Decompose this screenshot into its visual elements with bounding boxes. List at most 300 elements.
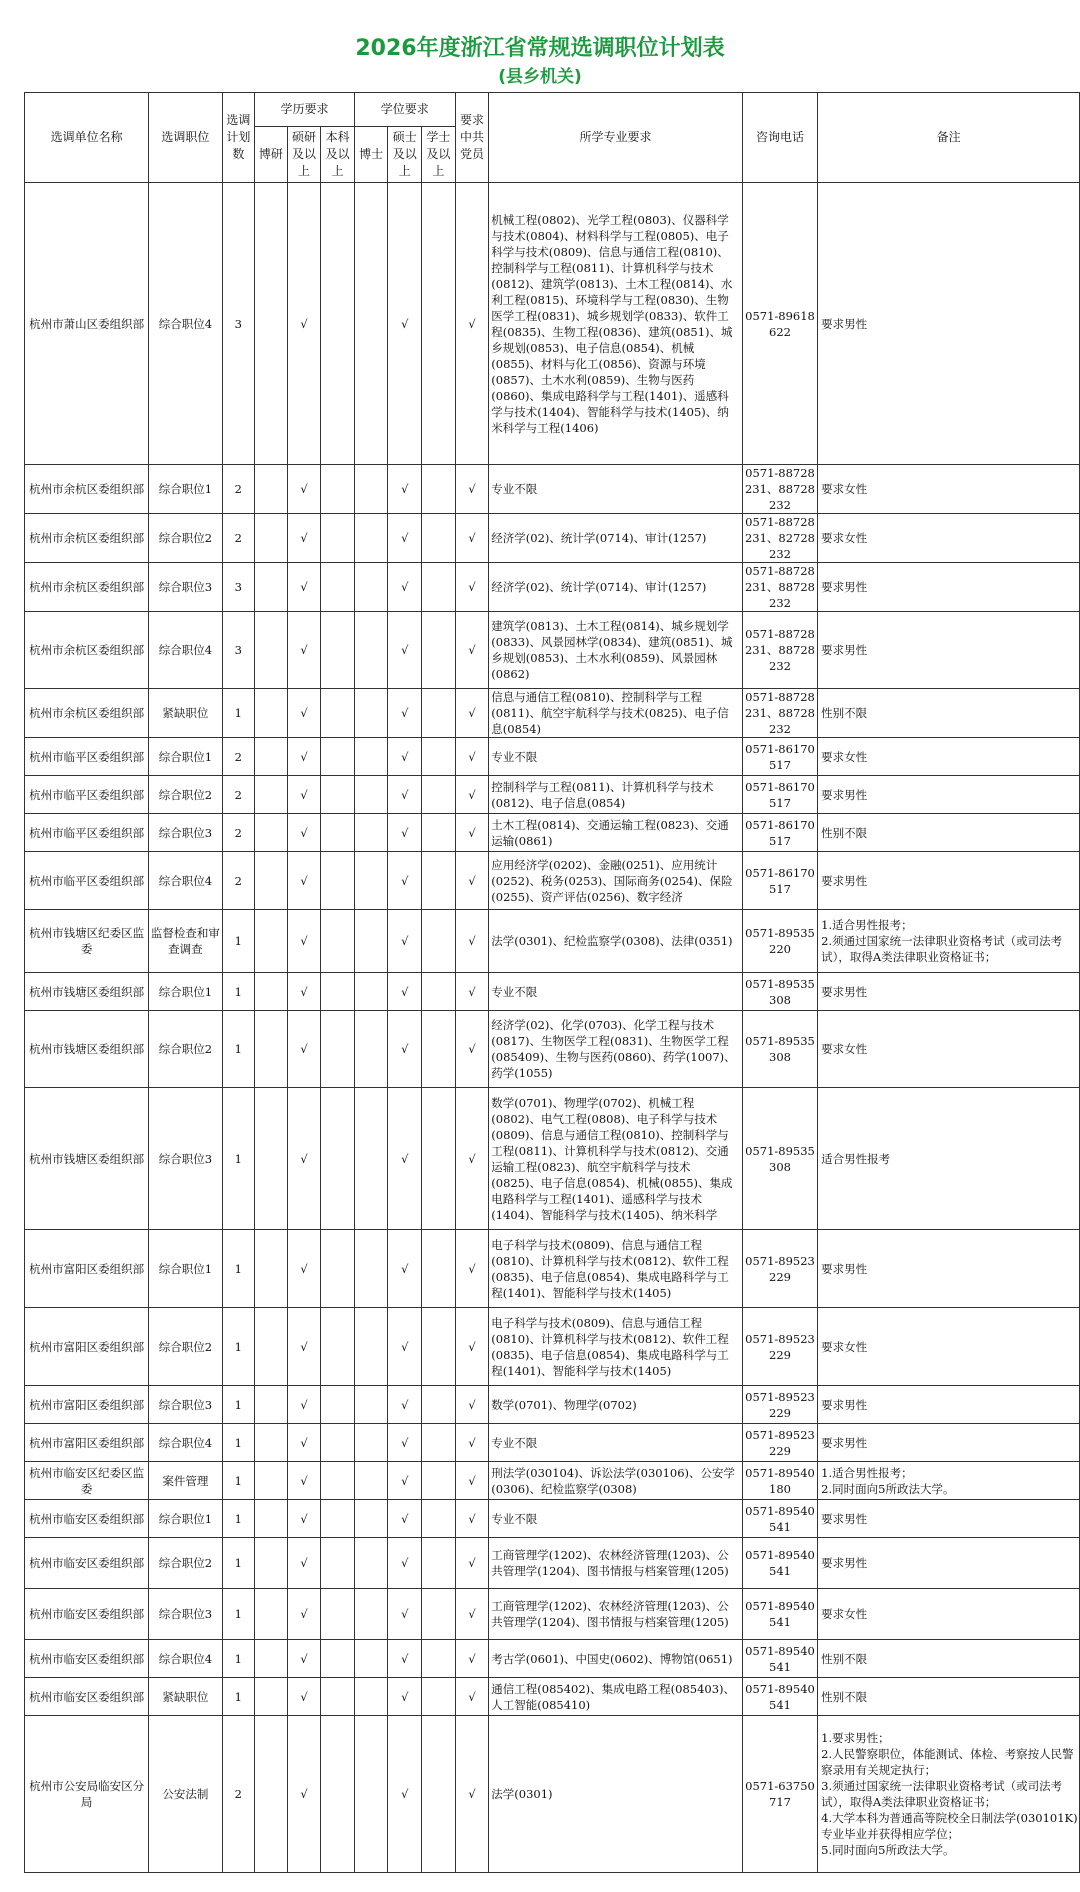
table-row: [25, 1230, 1080, 1308]
major-cell: 刑法学(030104)、诉讼法学(030106)、公安学(0306)、纪检监察学(0308): [489, 1462, 743, 1500]
edu-bachelor-cell: [321, 814, 355, 852]
deg-master-cell: √: [388, 814, 422, 852]
edu-phd-cell: [255, 183, 288, 465]
table-row: [25, 973, 1080, 1011]
count-cell: 1: [222, 1538, 255, 1589]
phone-cell: 0571-88728231、82728232: [742, 514, 817, 563]
deg-bachelor-cell: [422, 1538, 456, 1589]
unit-cell: 杭州市钱塘区委组织部: [25, 1088, 149, 1230]
party-cell: √: [455, 1589, 489, 1640]
major-cell: 数学(0701)、物理学(0702): [489, 1386, 743, 1424]
deg-master-cell: √: [388, 1500, 422, 1538]
edu-phd-cell: [255, 852, 288, 910]
deg-bachelor-cell: [422, 852, 456, 910]
deg-master-cell: √: [388, 1386, 422, 1424]
edu-phd-cell: [255, 1424, 288, 1462]
table-row: [25, 1678, 1080, 1716]
count-cell: 2: [222, 738, 255, 776]
deg-bachelor-cell: [422, 738, 456, 776]
edu-master-cell: √: [287, 1462, 321, 1500]
note-cell: 性别不限: [818, 1678, 1080, 1716]
position-cell: 综合职位2: [149, 1538, 222, 1589]
edu-phd-cell: [255, 1462, 288, 1500]
table-row: [25, 514, 1080, 563]
edu-master-cell: √: [287, 1230, 321, 1308]
edu-bachelor-cell: [321, 1538, 355, 1589]
party-cell: √: [455, 1538, 489, 1589]
party-cell: √: [455, 1500, 489, 1538]
phone-cell: 0571-86170517: [742, 814, 817, 852]
position-cell: 综合职位1: [149, 465, 222, 514]
major-cell: 经济学(02)、统计学(0714)、审计(1257): [489, 514, 743, 563]
position-cell: 综合职位1: [149, 973, 222, 1011]
unit-cell: 杭州市公安局临安区分局: [25, 1716, 149, 1873]
note-cell: 要求男性: [818, 776, 1080, 814]
unit-cell: 杭州市临安区委组织部: [25, 1500, 149, 1538]
edu-bachelor-cell: [321, 738, 355, 776]
position-cell: 综合职位3: [149, 563, 222, 612]
party-cell: √: [455, 852, 489, 910]
edu-phd-cell: [255, 1538, 288, 1589]
position-cell: 综合职位4: [149, 1424, 222, 1462]
edu-phd-cell: [255, 689, 288, 738]
deg-master-cell: √: [388, 776, 422, 814]
deg-bachelor-cell: [422, 1462, 456, 1500]
phone-cell: 0571-88728231、88728232: [742, 465, 817, 514]
count-cell: 1: [222, 1500, 255, 1538]
note-cell: 要求男性: [818, 852, 1080, 910]
deg-master-cell: √: [388, 183, 422, 465]
note-cell: 要求女性: [818, 1011, 1080, 1088]
deg-phd-cell: [354, 1088, 388, 1230]
edu-master-cell: √: [287, 1424, 321, 1462]
count-cell: 1: [222, 973, 255, 1011]
table-row: [25, 776, 1080, 814]
unit-cell: 杭州市临安区委组织部: [25, 1538, 149, 1589]
deg-bachelor-cell: [422, 465, 456, 514]
edu-phd-cell: [255, 1088, 288, 1230]
major-cell: 经济学(02)、化学(0703)、化学工程与技术(0817)、生物医学工程(0831)、生物医学工程(085409)、生物与医药(0860)、药学(1007)、药学(1055): [489, 1011, 743, 1088]
note-cell: 1.要求男性； 2.人民警察职位，体能测试、体检、考察按人民警察录用有关规定执行； 3.须通过国家统一法律职业资格考试（或司法考试），取得A类法律职业资格证书； 4.大学本科为普通高等院校全日制法学(030101K)专业毕业并获得相应学位； 5.同时面向5所政法大学。: [818, 1716, 1080, 1873]
count-cell: 2: [222, 465, 255, 514]
edu-master-cell: √: [287, 1011, 321, 1088]
party-cell: √: [455, 1424, 489, 1462]
deg-bachelor-cell: [422, 563, 456, 612]
phone-cell: 0571-89523229: [742, 1386, 817, 1424]
edu-master-cell: √: [287, 514, 321, 563]
edu-bachelor-cell: [321, 1011, 355, 1088]
edu-bachelor-cell: [321, 1386, 355, 1424]
position-cell: 综合职位3: [149, 814, 222, 852]
edu-bachelor-cell: [321, 1424, 355, 1462]
party-cell: √: [455, 1230, 489, 1308]
deg-bachelor-cell: [422, 689, 456, 738]
table-row: [25, 465, 1080, 514]
deg-master-cell: √: [388, 465, 422, 514]
edu-bachelor-cell: [321, 1462, 355, 1500]
note-cell: 要求男性: [818, 1230, 1080, 1308]
party-cell: √: [455, 612, 489, 689]
header-deg-master: 硕士及以上: [388, 127, 422, 183]
deg-bachelor-cell: [422, 1589, 456, 1640]
page-title: 2026年度浙江省常规选调职位计划表: [355, 36, 725, 61]
edu-phd-cell: [255, 1678, 288, 1716]
phone-cell: 0571-88728231、88728232: [742, 612, 817, 689]
edu-bachelor-cell: [321, 183, 355, 465]
count-cell: 1: [222, 1088, 255, 1230]
deg-bachelor-cell: [422, 183, 456, 465]
phone-cell: 0571-88728231、88728232: [742, 689, 817, 738]
party-cell: √: [455, 814, 489, 852]
unit-cell: 杭州市钱塘区纪委区监委: [25, 910, 149, 973]
note-cell: 性别不限: [818, 1640, 1080, 1678]
note-cell: 要求男性: [818, 1424, 1080, 1462]
table-body: [25, 183, 1080, 1873]
edu-phd-cell: [255, 1230, 288, 1308]
edu-phd-cell: [255, 514, 288, 563]
edu-bachelor-cell: [321, 1678, 355, 1716]
note-cell: 1.适合男性报考； 2.须通过国家统一法律职业资格考试（或司法考试），取得A类法律职业资格证书；: [818, 910, 1080, 973]
edu-master-cell: √: [287, 1386, 321, 1424]
unit-cell: 杭州市余杭区委组织部: [25, 689, 149, 738]
unit-cell: 杭州市萧山区委组织部: [25, 183, 149, 465]
major-cell: 专业不限: [489, 1500, 743, 1538]
header-count: 选调计划数: [222, 93, 255, 183]
unit-cell: 杭州市临安区纪委区监委: [25, 1462, 149, 1500]
count-cell: 1: [222, 910, 255, 973]
phone-cell: 0571-89523229: [742, 1308, 817, 1386]
deg-master-cell: √: [388, 1230, 422, 1308]
major-cell: 工商管理学(1202)、农林经济管理(1203)、公共管理学(1204)、图书情报与档案管理(1205): [489, 1538, 743, 1589]
edu-phd-cell: [255, 1589, 288, 1640]
deg-phd-cell: [354, 1424, 388, 1462]
unit-cell: 杭州市临平区委组织部: [25, 776, 149, 814]
deg-bachelor-cell: [422, 973, 456, 1011]
table-row: [25, 1424, 1080, 1462]
deg-master-cell: √: [388, 514, 422, 563]
note-cell: 性别不限: [818, 689, 1080, 738]
phone-cell: 0571-89535308: [742, 973, 817, 1011]
deg-phd-cell: [354, 1678, 388, 1716]
header-deg-bachelor: 学士及以上: [422, 127, 456, 183]
edu-master-cell: √: [287, 465, 321, 514]
position-cell: 监督检查和审查调查: [149, 910, 222, 973]
deg-phd-cell: [354, 1716, 388, 1873]
deg-phd-cell: [354, 514, 388, 563]
edu-phd-cell: [255, 973, 288, 1011]
edu-phd-cell: [255, 910, 288, 973]
phone-cell: 0571-86170517: [742, 738, 817, 776]
party-cell: √: [455, 465, 489, 514]
table-row: [25, 563, 1080, 612]
count-cell: 2: [222, 514, 255, 563]
count-cell: 1: [222, 1230, 255, 1308]
unit-cell: 杭州市临安区委组织部: [25, 1678, 149, 1716]
position-cell: 紧缺职位: [149, 689, 222, 738]
note-cell: 要求女性: [818, 465, 1080, 514]
edu-phd-cell: [255, 1500, 288, 1538]
deg-phd-cell: [354, 183, 388, 465]
count-cell: 2: [222, 1716, 255, 1873]
edu-master-cell: √: [287, 612, 321, 689]
count-cell: 1: [222, 1011, 255, 1088]
edu-master-cell: √: [287, 1589, 321, 1640]
table-row: [25, 852, 1080, 910]
page-subtitle: (县乡机关): [498, 67, 582, 87]
deg-bachelor-cell: [422, 514, 456, 563]
position-cell: 综合职位2: [149, 1308, 222, 1386]
edu-master-cell: √: [287, 689, 321, 738]
count-cell: 1: [222, 1424, 255, 1462]
deg-master-cell: √: [388, 1678, 422, 1716]
table-row: [25, 612, 1080, 689]
header-position: 选调职位: [149, 93, 222, 183]
unit-cell: 杭州市余杭区委组织部: [25, 563, 149, 612]
phone-cell: 0571-89535220: [742, 910, 817, 973]
table-row: [25, 183, 1080, 465]
edu-master-cell: √: [287, 1678, 321, 1716]
unit-cell: 杭州市富阳区委组织部: [25, 1230, 149, 1308]
edu-master-cell: √: [287, 814, 321, 852]
deg-phd-cell: [354, 612, 388, 689]
major-cell: 经济学(02)、统计学(0714)、审计(1257): [489, 563, 743, 612]
deg-master-cell: √: [388, 1640, 422, 1678]
deg-phd-cell: [354, 738, 388, 776]
deg-phd-cell: [354, 814, 388, 852]
table-row: [25, 910, 1080, 973]
position-cell: 综合职位4: [149, 612, 222, 689]
deg-phd-cell: [354, 910, 388, 973]
deg-phd-cell: [354, 1589, 388, 1640]
unit-cell: 杭州市余杭区委组织部: [25, 612, 149, 689]
unit-cell: 杭州市富阳区委组织部: [25, 1386, 149, 1424]
deg-master-cell: √: [388, 1088, 422, 1230]
count-cell: 3: [222, 183, 255, 465]
position-cell: 综合职位2: [149, 1011, 222, 1088]
position-cell: 综合职位2: [149, 514, 222, 563]
edu-phd-cell: [255, 563, 288, 612]
edu-bachelor-cell: [321, 910, 355, 973]
edu-bachelor-cell: [321, 776, 355, 814]
major-cell: 法学(0301)、纪检监察学(0308)、法律(0351): [489, 910, 743, 973]
edu-bachelor-cell: [321, 852, 355, 910]
edu-master-cell: √: [287, 1500, 321, 1538]
table-row: [25, 1589, 1080, 1640]
phone-cell: 0571-89540541: [742, 1678, 817, 1716]
deg-bachelor-cell: [422, 1678, 456, 1716]
party-cell: √: [455, 689, 489, 738]
deg-master-cell: √: [388, 612, 422, 689]
table-row: [25, 1538, 1080, 1589]
deg-phd-cell: [354, 1462, 388, 1500]
count-cell: 2: [222, 776, 255, 814]
edu-master-cell: √: [287, 1308, 321, 1386]
edu-bachelor-cell: [321, 1589, 355, 1640]
deg-phd-cell: [354, 1230, 388, 1308]
phone-cell: 0571-88728231、88728232: [742, 563, 817, 612]
count-cell: 1: [222, 1386, 255, 1424]
header-major: 所学专业要求: [489, 93, 743, 183]
major-cell: 法学(0301): [489, 1716, 743, 1873]
table-row: [25, 1386, 1080, 1424]
edu-master-cell: √: [287, 852, 321, 910]
deg-master-cell: √: [388, 1462, 422, 1500]
deg-master-cell: √: [388, 689, 422, 738]
party-cell: √: [455, 1716, 489, 1873]
position-cell: 案件管理: [149, 1462, 222, 1500]
count-cell: 1: [222, 1678, 255, 1716]
header-deg-phd: 博士: [354, 127, 388, 183]
table-row: [25, 1716, 1080, 1873]
deg-bachelor-cell: [422, 1230, 456, 1308]
phone-cell: 0571-89540541: [742, 1538, 817, 1589]
header-note: 备注: [818, 93, 1080, 183]
edu-phd-cell: [255, 814, 288, 852]
unit-cell: 杭州市钱塘区委组织部: [25, 973, 149, 1011]
phone-cell: 0571-89535308: [742, 1011, 817, 1088]
major-cell: 考古学(0601)、中国史(0602)、博物馆(0651): [489, 1640, 743, 1678]
header-edu-master: 硕研及以上: [287, 127, 321, 183]
deg-bachelor-cell: [422, 1386, 456, 1424]
major-cell: 土木工程(0814)、交通运输工程(0823)、交通运输(0861): [489, 814, 743, 852]
party-cell: √: [455, 1462, 489, 1500]
table-row: [25, 1500, 1080, 1538]
major-cell: 通信工程(085402)、集成电路工程(085403)、人工智能(085410): [489, 1678, 743, 1716]
deg-bachelor-cell: [422, 1716, 456, 1873]
edu-master-cell: √: [287, 776, 321, 814]
edu-bachelor-cell: [321, 1308, 355, 1386]
deg-bachelor-cell: [422, 814, 456, 852]
major-cell: 控制科学与工程(0811)、计算机科学与技术(0812)、电子信息(0854): [489, 776, 743, 814]
edu-master-cell: √: [287, 1716, 321, 1873]
deg-phd-cell: [354, 563, 388, 612]
deg-bachelor-cell: [422, 910, 456, 973]
edu-master-cell: √: [287, 910, 321, 973]
deg-bachelor-cell: [422, 612, 456, 689]
phone-cell: 0571-89618622: [742, 183, 817, 465]
deg-phd-cell: [354, 852, 388, 910]
edu-master-cell: √: [287, 973, 321, 1011]
phone-cell: 0571-86170517: [742, 852, 817, 910]
note-cell: 要求男性: [818, 1538, 1080, 1589]
edu-bachelor-cell: [321, 1716, 355, 1873]
major-cell: 电子科学与技术(0809)、信息与通信工程(0810)、计算机科学与技术(0812)、软件工程(0835)、电子信息(0854)、集成电路科学与工程(1401)、智能科学与技术(1405): [489, 1308, 743, 1386]
table-row: [25, 1640, 1080, 1678]
note-cell: 要求男性: [818, 973, 1080, 1011]
party-cell: √: [455, 1640, 489, 1678]
deg-bachelor-cell: [422, 1308, 456, 1386]
table-row: [25, 814, 1080, 852]
note-cell: 1.适合男性报考； 2.同时面向5所政法大学。: [818, 1462, 1080, 1500]
deg-phd-cell: [354, 1011, 388, 1088]
edu-bachelor-cell: [321, 689, 355, 738]
position-cell: 综合职位3: [149, 1088, 222, 1230]
major-cell: 专业不限: [489, 1424, 743, 1462]
position-cell: 综合职位3: [149, 1386, 222, 1424]
note-cell: 要求女性: [818, 1589, 1080, 1640]
deg-master-cell: √: [388, 563, 422, 612]
note-cell: 要求女性: [818, 738, 1080, 776]
position-cell: 综合职位1: [149, 1500, 222, 1538]
edu-master-cell: √: [287, 1640, 321, 1678]
count-cell: 3: [222, 563, 255, 612]
party-cell: √: [455, 1386, 489, 1424]
party-cell: √: [455, 563, 489, 612]
edu-phd-cell: [255, 465, 288, 514]
note-cell: 要求女性: [818, 514, 1080, 563]
note-cell: 要求男性: [818, 1386, 1080, 1424]
position-cell: 综合职位2: [149, 776, 222, 814]
phone-cell: 0571-89540541: [742, 1500, 817, 1538]
deg-phd-cell: [354, 973, 388, 1011]
table-row: [25, 1462, 1080, 1500]
deg-master-cell: √: [388, 1011, 422, 1088]
major-cell: 专业不限: [489, 973, 743, 1011]
deg-master-cell: √: [388, 852, 422, 910]
table-row: [25, 1011, 1080, 1088]
deg-master-cell: √: [388, 1538, 422, 1589]
edu-bachelor-cell: [321, 465, 355, 514]
major-cell: 建筑学(0813)、土木工程(0814)、城乡规划学(0833)、风景园林学(0834)、建筑(0851)、城乡规划(0853)、土木水利(0859)、风景园林(0862): [489, 612, 743, 689]
party-cell: √: [455, 973, 489, 1011]
deg-master-cell: √: [388, 973, 422, 1011]
count-cell: 1: [222, 689, 255, 738]
party-cell: √: [455, 183, 489, 465]
position-plan-table: [24, 92, 1080, 1873]
header-edu-phd: 博研: [255, 127, 288, 183]
deg-bachelor-cell: [422, 1640, 456, 1678]
edu-phd-cell: [255, 1011, 288, 1088]
unit-cell: 杭州市临平区委组织部: [25, 738, 149, 776]
note-cell: 性别不限: [818, 814, 1080, 852]
edu-bachelor-cell: [321, 514, 355, 563]
deg-phd-cell: [354, 1538, 388, 1589]
edu-phd-cell: [255, 738, 288, 776]
table-row: [25, 738, 1080, 776]
count-cell: 1: [222, 1589, 255, 1640]
major-cell: 应用经济学(0202)、金融(0251)、应用统计(0252)、税务(0253)、国际商务(0254)、保险(0255)、资产评估(0256)、数字经济: [489, 852, 743, 910]
table-row: [25, 1088, 1080, 1230]
note-cell: 要求男性: [818, 1500, 1080, 1538]
edu-bachelor-cell: [321, 1640, 355, 1678]
note-cell: 适合男性报考: [818, 1088, 1080, 1230]
deg-phd-cell: [354, 1308, 388, 1386]
phone-cell: 0571-86170517: [742, 776, 817, 814]
unit-cell: 杭州市临安区委组织部: [25, 1589, 149, 1640]
edu-master-cell: √: [287, 183, 321, 465]
edu-master-cell: √: [287, 738, 321, 776]
major-cell: 专业不限: [489, 465, 743, 514]
header-party: 要求中共党员: [455, 93, 489, 183]
unit-cell: 杭州市钱塘区委组织部: [25, 1011, 149, 1088]
unit-cell: 杭州市富阳区委组织部: [25, 1424, 149, 1462]
position-cell: 综合职位4: [149, 183, 222, 465]
deg-phd-cell: [354, 465, 388, 514]
table-row: [25, 689, 1080, 738]
position-cell: 综合职位1: [149, 738, 222, 776]
major-cell: 信息与通信工程(0810)、控制科学与工程(0811)、航空宇航科学与技术(0825)、电子信息(0854): [489, 689, 743, 738]
phone-cell: 0571-89535308: [742, 1088, 817, 1230]
edu-bachelor-cell: [321, 1088, 355, 1230]
count-cell: 1: [222, 1640, 255, 1678]
edu-bachelor-cell: [321, 612, 355, 689]
unit-cell: 杭州市余杭区委组织部: [25, 465, 149, 514]
phone-cell: 0571-89523229: [742, 1230, 817, 1308]
deg-phd-cell: [354, 776, 388, 814]
party-cell: √: [455, 1678, 489, 1716]
position-cell: 综合职位4: [149, 1640, 222, 1678]
deg-bachelor-cell: [422, 1500, 456, 1538]
